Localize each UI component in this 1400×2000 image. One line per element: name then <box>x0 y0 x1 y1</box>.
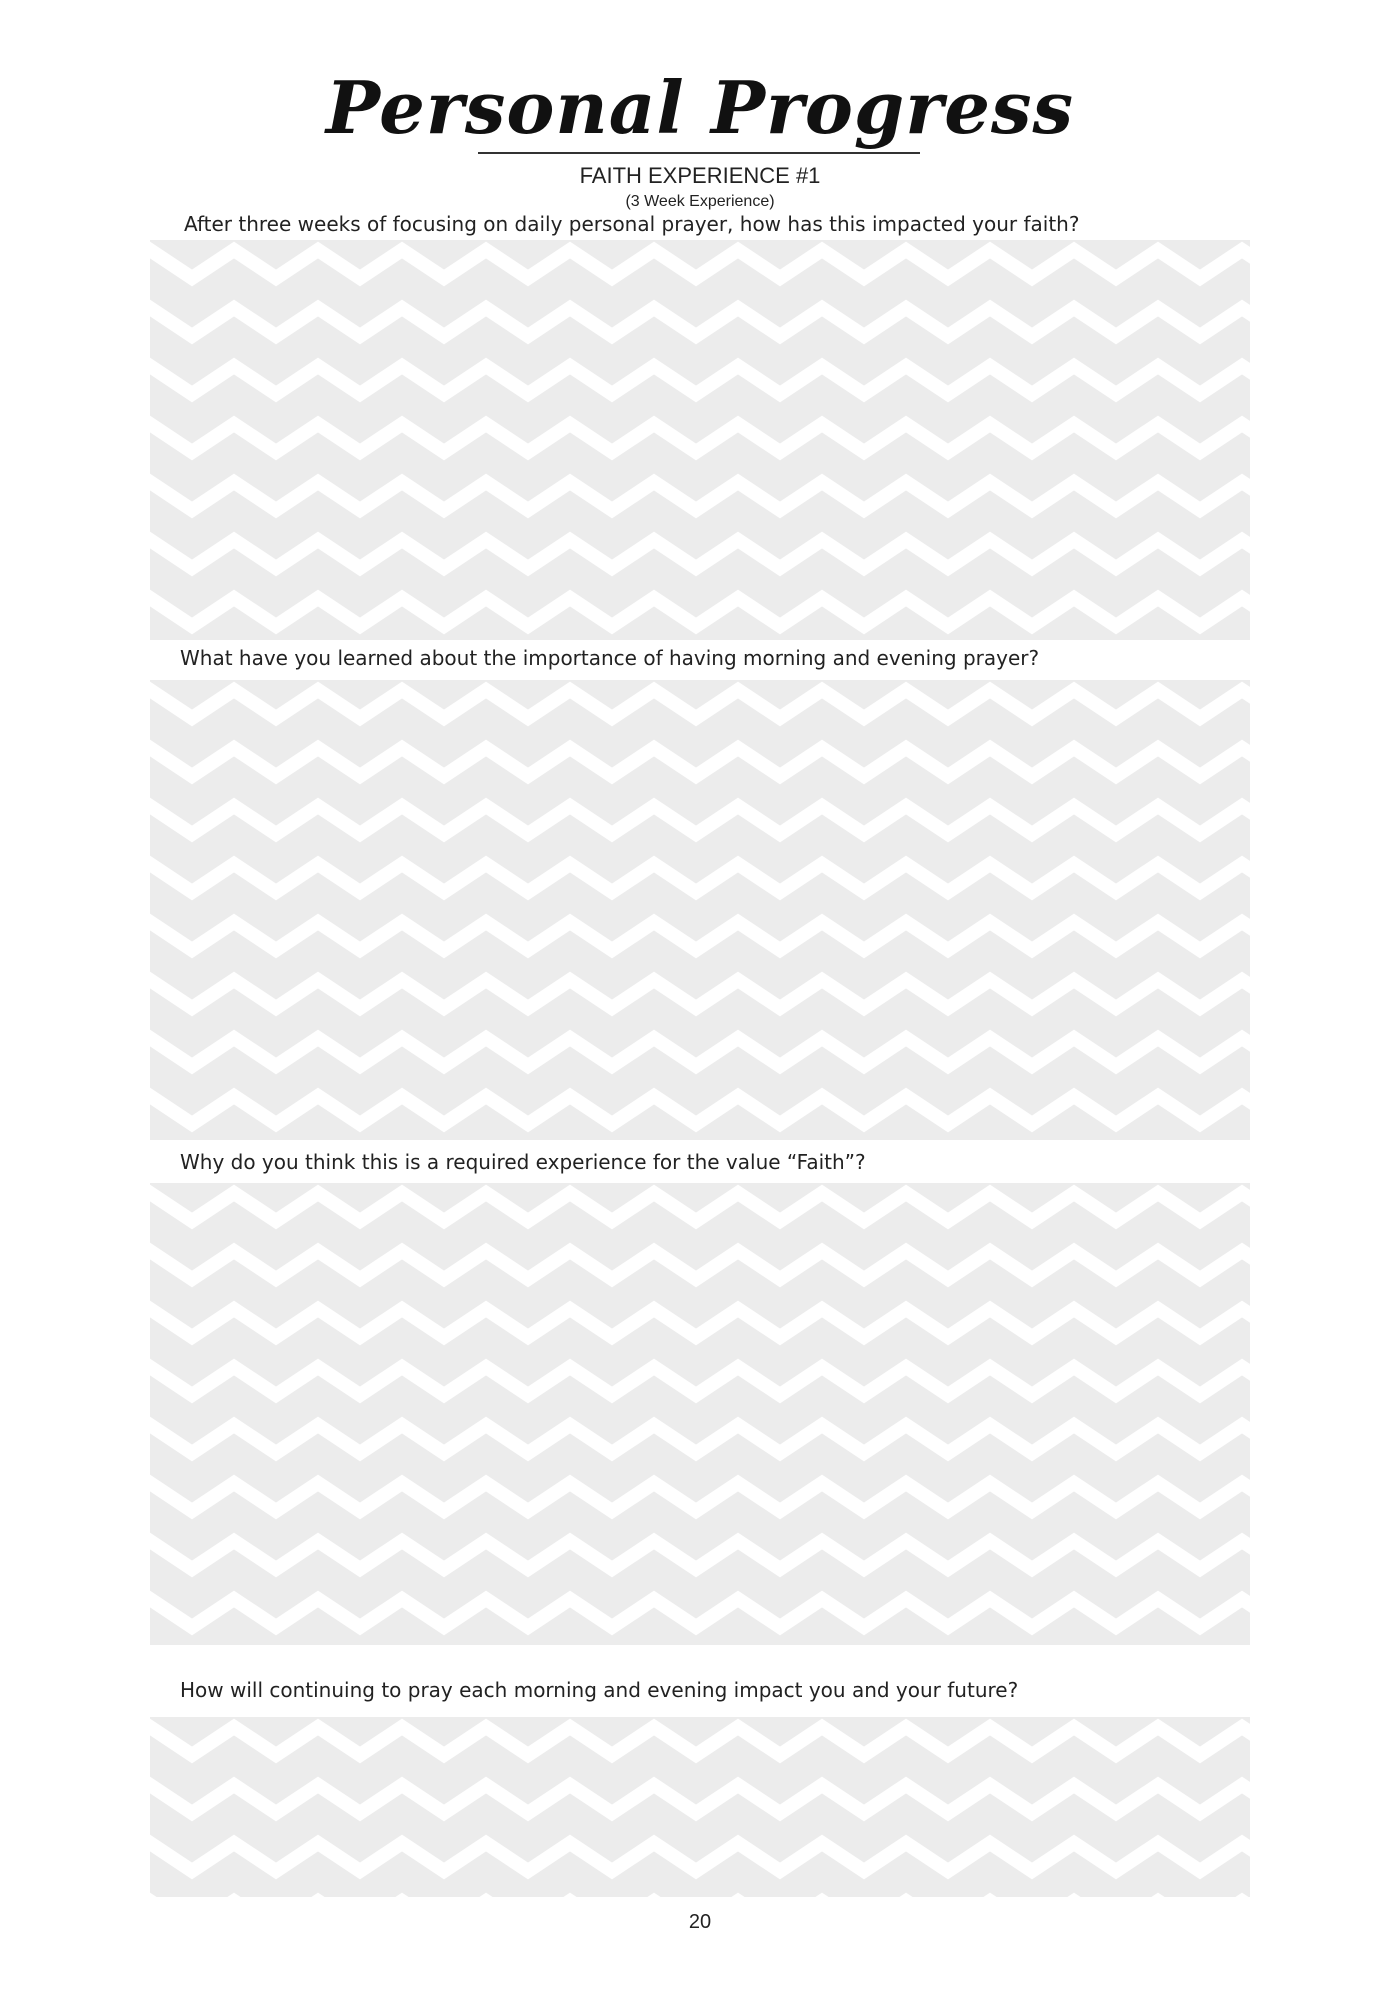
chevron-stripe <box>150 980 1250 1008</box>
chevron-stripe <box>150 1096 1250 1124</box>
answer-box-4[interactable] <box>150 1717 1250 1897</box>
answer-box-2[interactable] <box>150 680 1250 1140</box>
chevron-stripe <box>150 1251 1250 1279</box>
chevron-stripe <box>150 1727 1250 1755</box>
question-4-prompt: How will continuing to pray each morning and evening impact you and your future? <box>180 1678 1019 1702</box>
chevron-pattern <box>150 680 1250 1140</box>
answer-box-3[interactable] <box>150 1183 1250 1645</box>
chevron-stripe <box>150 1599 1250 1627</box>
chevron-pattern <box>150 1717 1250 1897</box>
chevron-stripe <box>150 690 1250 718</box>
chevron-stripe <box>150 540 1250 568</box>
question-3-prompt: Why do you think this is a required experience for the value “Faith”? <box>180 1150 866 1174</box>
chevron-pattern <box>150 1183 1250 1645</box>
chevron-stripe <box>150 1367 1250 1395</box>
title-underline <box>478 152 920 154</box>
question-1-prompt: After three weeks of focusing on daily personal prayer, how has this impacted your faith? <box>184 212 1080 236</box>
chevron-stripe <box>150 1483 1250 1511</box>
question-2-prompt: What have you learned about the importance of having morning and evening prayer? <box>180 646 1040 670</box>
chevron-stripe <box>150 748 1250 776</box>
chevron-stripe <box>150 1541 1250 1569</box>
chevron-stripe <box>150 250 1250 278</box>
chevron-stripe <box>150 1193 1250 1221</box>
chevron-pattern <box>150 240 1250 640</box>
experience-duration: (3 Week Experience) <box>625 193 775 210</box>
page-title: Personal Progress <box>325 65 1075 150</box>
chevron-stripe <box>150 1425 1250 1453</box>
chevron-stripe <box>150 424 1250 452</box>
chevron-stripe <box>150 366 1250 394</box>
chevron-stripe <box>150 864 1250 892</box>
chevron-stripe <box>150 598 1250 626</box>
chevron-stripe <box>150 482 1250 510</box>
experience-title: FAITH EXPERIENCE #1 <box>579 163 821 188</box>
chevron-stripe <box>150 1785 1250 1813</box>
chevron-stripe <box>150 1038 1250 1066</box>
chevron-stripe <box>150 308 1250 336</box>
answer-box-1[interactable] <box>150 240 1250 640</box>
page-number: 20 <box>688 1911 712 1933</box>
chevron-stripe <box>150 922 1250 950</box>
chevron-stripe <box>150 1843 1250 1871</box>
chevron-stripe <box>150 806 1250 834</box>
chevron-stripe <box>150 1309 1250 1337</box>
